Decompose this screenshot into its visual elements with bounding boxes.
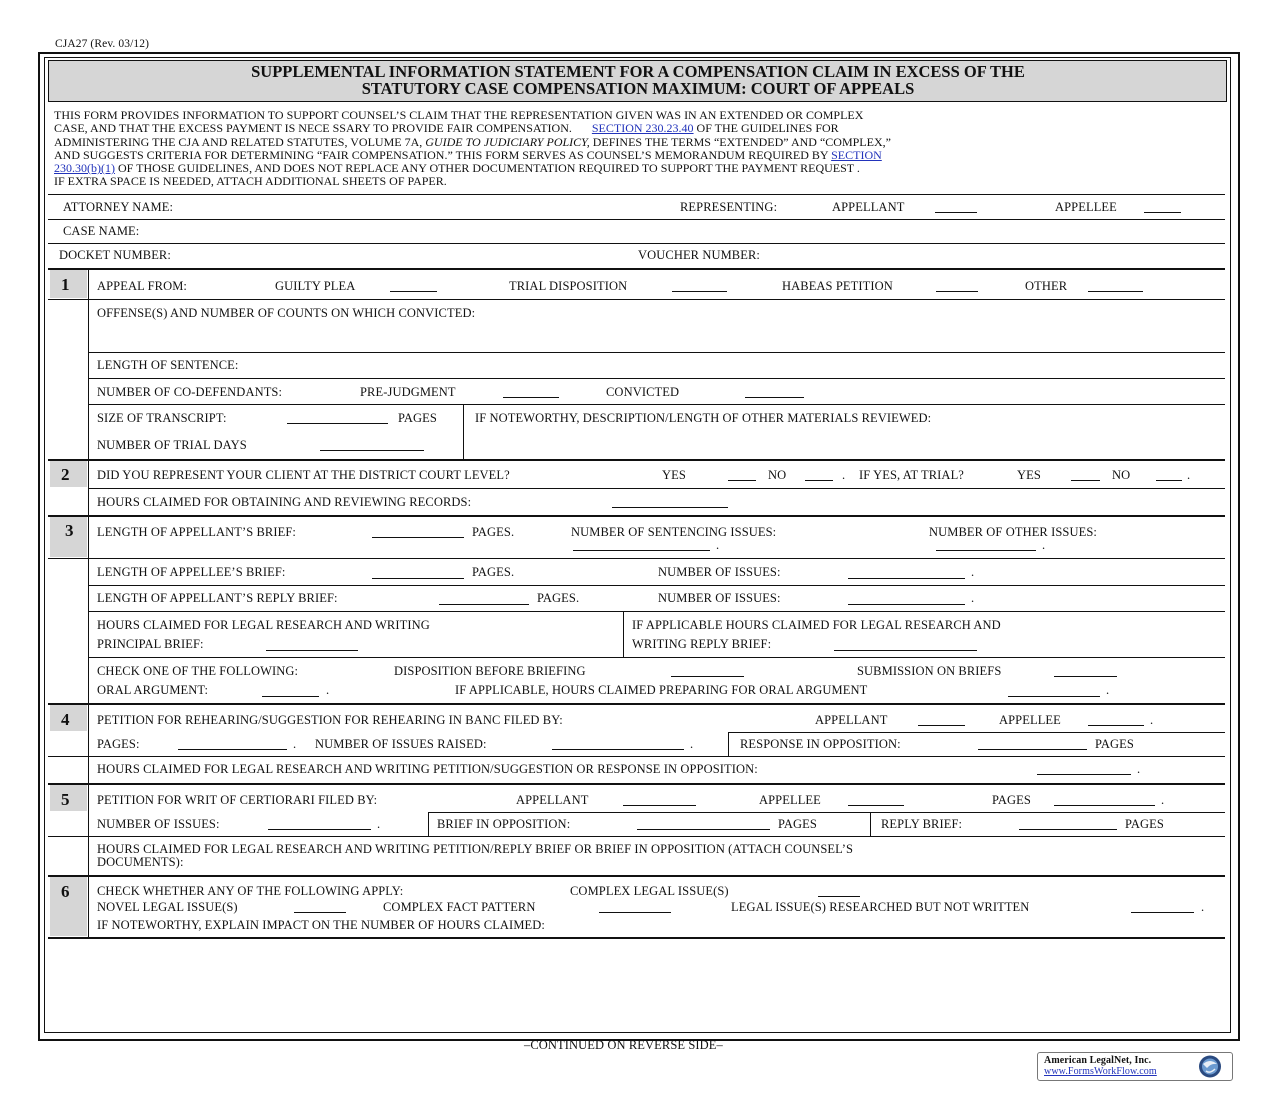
response-opposition-label: RESPONSE IN OPPOSITION: [740,737,901,751]
check-one-label: CHECK ONE OF THE FOLLOWING: [97,664,299,678]
intro-line [54,136,1224,149]
rule [88,352,1225,353]
intro-text: AND SUGGESTS CRITERIA FOR DETERMINING “FAIR COMPENSATION.” THIS FORM SERVES AS COUNSEL’S MEMORANDUM REQUIRED BY [54,147,829,162]
form-id: CJA27 (Rev. 03/12) [55,38,150,50]
section-3-number: 3 [65,521,74,540]
district-yes-field[interactable] [728,480,756,481]
certiorari-appellee-field[interactable] [848,805,904,806]
representing-appellant-label: APPELLANT [832,200,905,214]
intro-line [54,175,1224,188]
page-title [48,63,1228,97]
documents-label: DOCUMENTS): [97,855,184,869]
codefendants-label: NUMBER OF CO-DEFENDANTS: [97,385,283,399]
intro-line [54,122,1224,135]
brief-opposition-label: BRIEF IN OPPOSITION: [437,817,571,831]
check-apply-label: CHECK WHETHER ANY OF THE FOLLOWING APPLY: [97,884,404,898]
trial-no-label: NO [1112,468,1131,482]
rehearing-pages-field[interactable] [178,749,287,750]
complex-fact-field[interactable] [599,912,671,913]
intro-text: CASE, AND THAT THE EXCESS PAYMENT IS NECE SSARY TO PROVIDE FAIR COMPENSATION. [54,121,572,136]
rule [48,937,1225,939]
hours-oral-label: IF APPLICABLE, HOURS CLAIMED PREPARING FOR ORAL ARGUMENT [455,683,868,697]
globe-icon [1197,1054,1223,1079]
appellee-brief-pages-field[interactable] [372,578,464,579]
pages-label: PAGES. [537,591,580,605]
yes-label: YES [662,468,686,482]
hours-principal-field[interactable] [266,650,358,651]
title-line-1: SUPPLEMENTAL INFORMATION STATEMENT FOR A COMPENSATION CLAIM IN EXCESS OF THE [251,62,1025,81]
rule [48,299,1225,300]
hours-certiorari-label: HOURS CLAIMED FOR LEGAL RESEARCH AND WRITING PETITION/REPLY BRIEF OR BRIEF IN OPPOSITION (ATTACH COUNSEL’S [97,842,854,856]
intro-paragraph [54,109,1224,189]
intro-text: DEFINES THE TERMS “EXTENDED” AND “COMPLEX,” [592,134,891,149]
hours-reply-label: IF APPLICABLE HOURS CLAIMED FOR LEGAL RESEARCH AND [632,618,1001,632]
certiorari-reply-field[interactable] [1019,829,1117,830]
rule [48,459,1225,461]
intro-line [54,109,1224,122]
continued-note: –CONTINUED ON REVERSE SIDE– [524,1038,723,1052]
intro-text: OF THE GUIDELINES FOR [696,121,839,136]
pages-label: PAGES. [472,525,515,539]
rule [48,783,1225,785]
rule [48,836,1225,837]
section-6-number: 6 [61,882,70,901]
rehearing-appellee-label: APPELLEE [999,713,1061,727]
pre-judgment-label: PRE-JUDGMENT [360,385,456,399]
appellee-check-field[interactable] [1144,212,1181,213]
pre-judgment-field[interactable] [503,397,559,398]
hours-principal-label: HOURS CLAIMED FOR LEGAL RESEARCH AND WRITING [97,618,430,632]
rule [88,378,1225,379]
other-issues-label: NUMBER OF OTHER ISSUES: [929,525,1097,539]
rule [88,488,1225,489]
trial-disposition-label: TRIAL DISPOSITION [509,279,628,293]
certiorari-appellant-field[interactable] [623,805,696,806]
appellee-brief-label: LENGTH OF APPELLEE’S BRIEF: [97,565,286,579]
docket-number-label: DOCKET NUMBER: [59,248,171,262]
convicted-field[interactable] [745,397,804,398]
representing-appellee-label: APPELLEE [1055,200,1117,214]
reply-brief-label: REPLY BRIEF: [881,817,963,831]
rule-v [870,812,871,836]
hours-reply-field[interactable] [834,650,977,651]
pages-label: PAGES [398,411,437,425]
title-line-2: STATUTORY CASE COMPENSATION MAXIMUM: COURT OF APPEALS [361,79,915,98]
researched-field[interactable] [1131,912,1194,913]
rule [48,219,1225,220]
complex-legal-label: COMPLEX LEGAL ISSUE(S) [570,884,729,898]
rule [88,657,1225,658]
hours-rehearing-label: HOURS CLAIMED FOR LEGAL RESEARCH AND WRITING PETITION/SUGGESTION OR RESPONSE IN OPPOSITION: [97,762,758,776]
rule [48,703,1225,705]
section-4-number: 4 [61,710,70,729]
rule [88,585,1225,586]
voucher-number-label: VOUCHER NUMBER: [638,248,760,262]
reply-issues-field[interactable] [848,604,965,605]
transcript-pages-field[interactable] [287,423,388,424]
intro-text: OF THOSE GUIDELINES, AND DOES NOT REPLACE ANY OTHER DOCUMENTATION REQUIRED TO SUPPORT THE PAYMENT REQUEST . [117,161,860,176]
guilty-plea-field[interactable] [390,291,437,292]
rule [48,243,1225,244]
novel-legal-field[interactable] [294,912,346,913]
trial-days-field[interactable] [320,450,424,451]
rule [428,812,1225,813]
novel-legal-label: NOVEL LEGAL ISSUE(S) [97,900,238,914]
length-of-sentence-label: LENGTH OF SENTENCE: [97,358,239,372]
intro-line [54,149,1224,162]
section-230-30-link[interactable]: 230.30(b)(1) [54,161,115,176]
hours-records-label: HOURS CLAIMED FOR OBTAINING AND REVIEWING RECORDS: [97,495,472,509]
section-230-23-40-link[interactable]: SECTION 230.23.40 [591,121,694,136]
representing-label: REPRESENTING: [680,200,778,214]
sentencing-issues-field[interactable] [573,550,710,551]
rehearing-label: PETITION FOR REHEARING/SUGGESTION FOR REHEARING IN BANC FILED BY: [97,713,563,727]
trial-yes-label: YES [1017,468,1041,482]
other-issues-field[interactable] [936,550,1036,551]
writing-reply-label: WRITING REPLY BRIEF: [632,637,772,651]
guilty-plea-label: GUILTY PLEA [275,279,356,293]
appeal-from-label: APPEAL FROM: [97,279,187,293]
disposition-before-label: DISPOSITION BEFORE BRIEFING [394,664,586,678]
case-name-label: CASE NAME: [63,224,140,238]
rule [88,404,1225,405]
oral-argument-field[interactable] [262,696,319,697]
intro-text: ADMINISTERING THE CJA AND RELATED STATUTES, VOLUME 7A, [54,134,423,149]
explain-label: IF NOTEWORTHY, EXPLAIN IMPACT ON THE NUMBER OF HOURS CLAIMED: [97,918,545,932]
certiorari-pages-field[interactable] [1054,805,1155,806]
hours-oral-field[interactable] [1008,696,1100,697]
convicted-label: CONVICTED [606,385,680,399]
number-column-divider [88,268,89,937]
habeas-petition-field[interactable] [936,291,978,292]
rule [48,515,1225,517]
habeas-petition-label: HABEAS PETITION [782,279,893,293]
trial-days-label: NUMBER OF TRIAL DAYS [97,438,247,452]
principal-brief-label: PRINCIPAL BRIEF: [97,637,204,651]
pages-label: PAGES [778,817,817,831]
reply-brief-label: LENGTH OF APPELLANT’S REPLY BRIEF: [97,591,338,605]
appellant-brief-label: LENGTH OF APPELLANT’S BRIEF: [97,525,296,539]
appellee-issues-field[interactable] [848,578,965,579]
rehearing-appellant-label: APPELLANT [815,713,888,727]
rule [48,194,1225,195]
pages-label: PAGES. [472,565,515,579]
issues-raised-field[interactable] [552,749,684,750]
rule-v [728,732,729,756]
section-2-number: 2 [61,465,70,484]
rehearing-appellant-field[interactable] [918,725,965,726]
hours-records-field[interactable] [612,507,728,508]
hours-rehearing-field[interactable] [1037,774,1131,775]
number-issues-label: NUMBER OF ISSUES: [97,817,220,831]
certiorari-appellee-label: APPELLEE [759,793,821,807]
number-issues-label: NUMBER OF ISSUES: [658,591,781,605]
certiorari-issues-field[interactable] [268,829,371,830]
submission-on-briefs-label: SUBMISSION ON BRIEFS [857,664,1002,678]
number-issues-label: NUMBER OF ISSUES: [658,565,781,579]
brand-badge [1037,1052,1233,1081]
intro-text: THIS FORM PROVIDES INFORMATION TO SUPPORT COUNSEL’S CLAIM THAT THE REPRESENTATION GIVEN WAS IN AN EXTENDED OR COMPLEX [54,108,864,122]
appellant-brief-pages-field[interactable] [372,537,464,538]
pages-label: PAGES [1125,817,1164,831]
brief-opposition-field[interactable] [637,829,770,830]
other-materials-label: IF NOTEWORTHY, DESCRIPTION/LENGTH OF OTHER MATERIALS REVIEWED: [475,411,932,425]
if-yes-trial-label: IF YES, AT TRIAL? [859,468,964,482]
pages-label: PAGES [992,793,1031,807]
response-pages-field[interactable] [978,749,1087,750]
intro-line [54,162,1224,175]
oral-argument-label: ORAL ARGUMENT: [97,683,209,697]
represent-question-label: DID YOU REPRESENT YOUR CLIENT AT THE DISTRICT COURT LEVEL? [97,468,510,482]
issues-raised-label: NUMBER OF ISSUES RAISED: [315,737,487,751]
intro-text: IF EXTRA SPACE IS NEEDED, ATTACH ADDITIONAL SHEETS OF PAPER. [54,174,447,189]
certiorari-appellant-label: APPELLANT [516,793,589,807]
other-field[interactable] [1088,291,1143,292]
attorney-name-label: ATTORNEY NAME: [63,200,174,214]
brand-name: American LegalNet, Inc. [1044,1055,1152,1066]
rule [48,268,1225,270]
explanation-area[interactable] [50,940,1224,1028]
complex-legal-field[interactable] [818,896,860,897]
disposition-before-field[interactable] [671,676,744,677]
rule [728,732,1225,733]
sentencing-issues-label: NUMBER OF SENTENCING ISSUES: [571,525,777,539]
trial-no-field[interactable] [1156,480,1182,481]
district-no-field[interactable] [805,480,833,481]
researched-label: LEGAL ISSUE(S) RESEARCHED BUT NOT WRITTEN [731,900,1030,914]
certiorari-label: PETITION FOR WRIT OF CERTIORARI FILED BY: [97,793,378,807]
offenses-label: OFFENSE(S) AND NUMBER OF COUNTS ON WHICH CONVICTED: [97,306,476,320]
trial-yes-field[interactable] [1071,480,1100,481]
no-label: NO [768,468,787,482]
brand-url-link[interactable]: www.FormsWorkFlow.com [1044,1066,1157,1077]
rule-v [463,404,464,459]
submission-field[interactable] [1054,676,1117,677]
reply-brief-pages-field[interactable] [439,604,529,605]
section-5-number: 5 [61,790,70,809]
section-1-number: 1 [61,275,70,294]
section-link[interactable]: SECTION [831,147,882,162]
other-label: OTHER [1025,279,1068,293]
rule [48,756,1225,757]
pages-label: PAGES: [97,737,140,751]
rule [88,611,1225,612]
rule [48,558,1225,559]
size-of-transcript-label: SIZE OF TRANSCRIPT: [97,411,227,425]
rule-v [428,812,429,836]
rule-v [623,611,624,657]
pages-label: PAGES [1095,737,1134,751]
rehearing-appellee-field[interactable] [1088,725,1144,726]
trial-disposition-field[interactable] [672,291,727,292]
rule [48,875,1225,877]
complex-fact-label: COMPLEX FACT PATTERN [383,900,536,914]
intro-italic: GUIDE TO JUDICIARY POLICY, [425,134,590,149]
appellant-check-field[interactable] [935,212,977,213]
